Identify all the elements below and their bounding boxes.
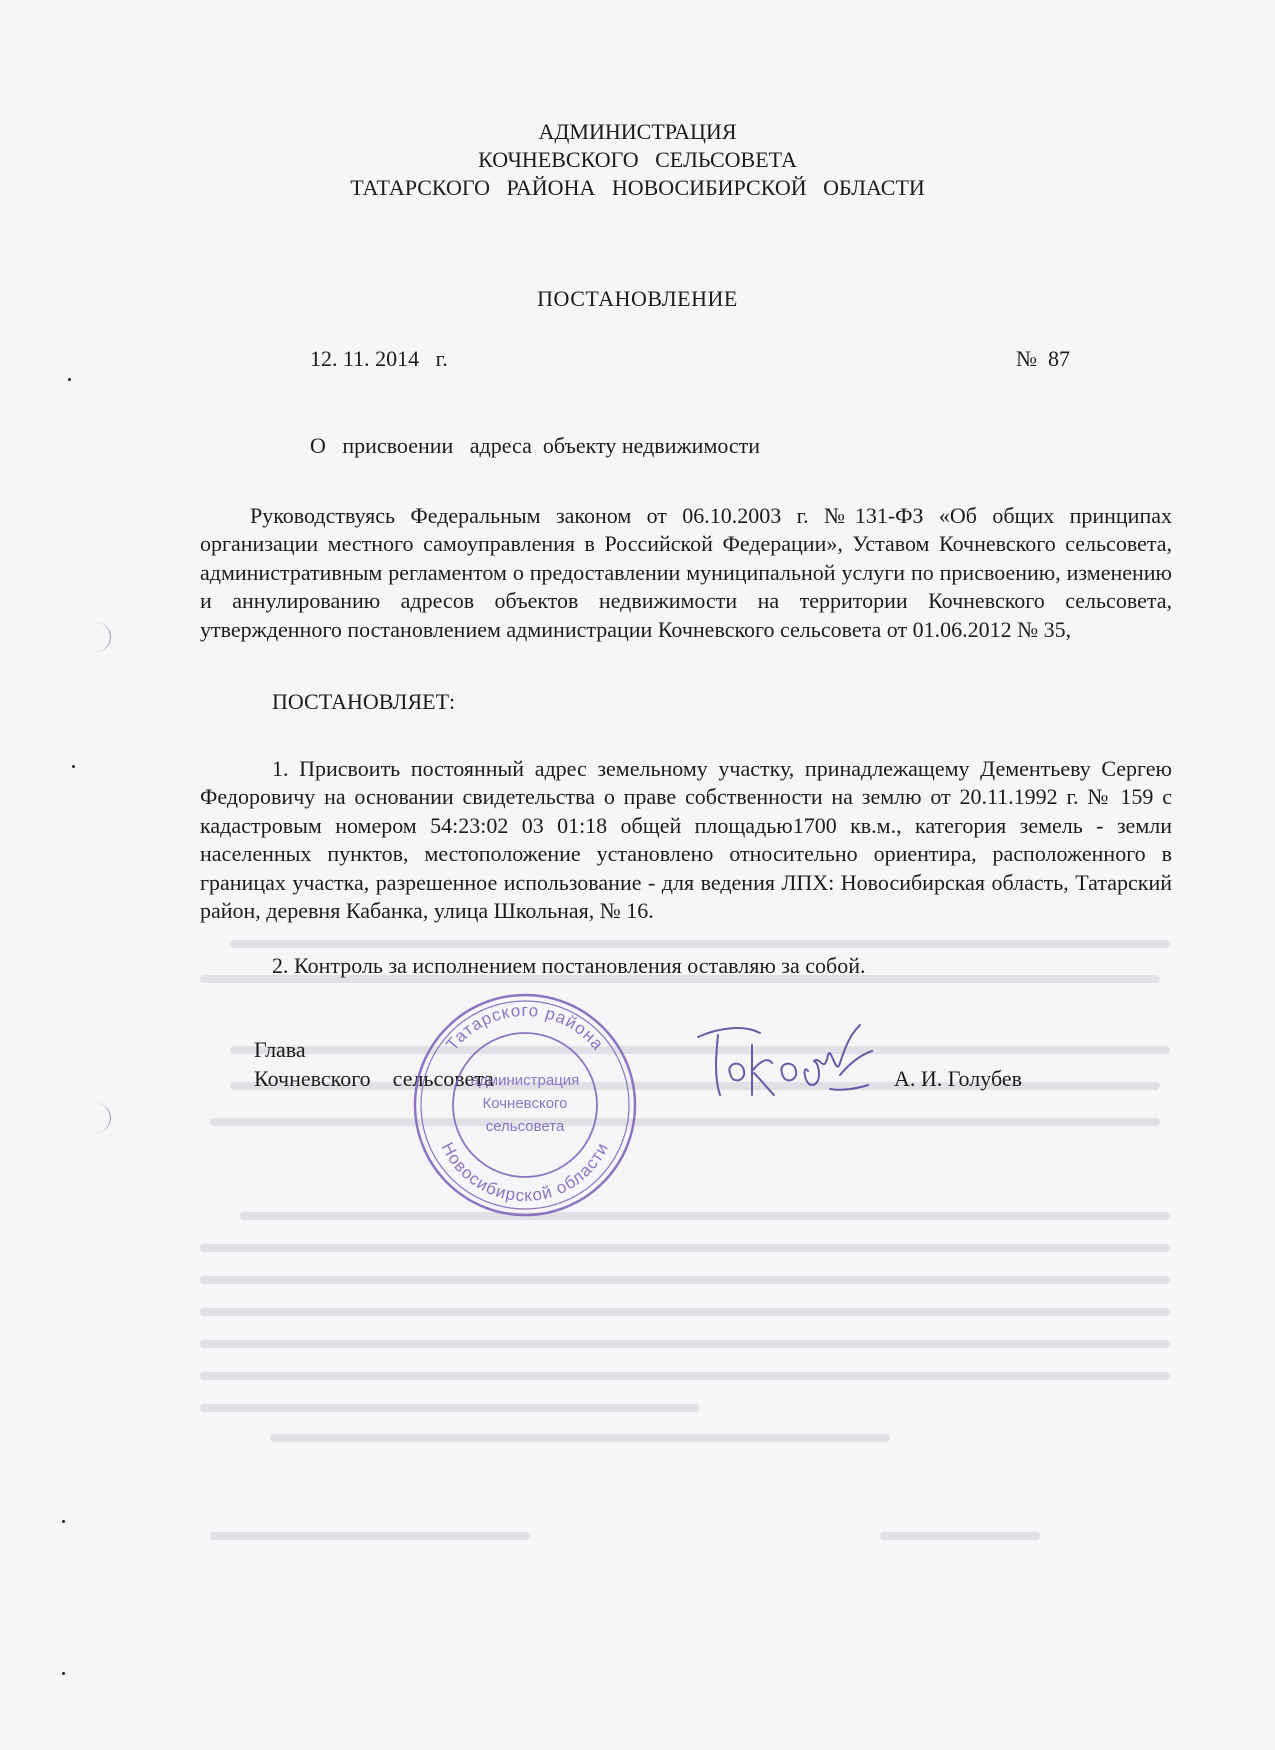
header-line-3: ТАТАРСКОГО РАЙОНА НОВОСИБИРСКОЙ ОБЛАСТИ xyxy=(350,175,925,200)
document-number: № 87 xyxy=(1016,346,1070,371)
header-line-1: АДМИНИСТРАЦИЯ xyxy=(538,119,737,144)
signatory-position-line-2: Кочневского сельсовета xyxy=(254,1066,494,1091)
hole-punch-mark xyxy=(80,622,111,652)
signatory-position-line-1: Глава xyxy=(254,1037,306,1062)
authority-header xyxy=(0,118,1275,202)
document-title: ПОСТАНОВЛЕНИЕ xyxy=(537,286,738,311)
stamp-center-line-1: администрация xyxy=(470,1072,580,1089)
preamble-paragraph: Руководствуясь Федеральным законом от 06.10.2003 г. №131-ФЗ «Об общих принципах организации местного самоуправления в Российской Федерации», Уставом Кочневского сельсовета, административным регламентом о предоставлении муниципальной услуги по присвоению, изменению и аннулированию адресов объектов недвижимости на территории Кочневского сельсовета, утвержденного постановлением администрации Кочневского сельсовета от 01.06.2012 № 35, xyxy=(200,503,1172,642)
scan-speck xyxy=(72,765,75,768)
official-stamp xyxy=(410,990,640,1220)
stamp-center-line-2: Кочневского xyxy=(482,1095,568,1112)
scan-speck xyxy=(68,378,71,381)
hole-punch-mark xyxy=(80,1103,111,1133)
header-line-2: КОЧНЕВСКОГО СЕЛЬСОВЕТА xyxy=(478,147,797,172)
resolves-heading: ПОСТАНОВЛЯЕТ: xyxy=(272,689,456,714)
resolution-item-1: 1. Присвоить постоянный адрес земельному участку, принадлежащему Дементьеву Сергею Федоровичу на основании свидетельства о праве собственности на землю от 20.11.1992 г. № 159 с кадастровым номером 54:23:02 03 01:18 общей площадью1700 кв.м., категория земель - земли населенных пунктов, местоположение установлено относительно ориентира, расположенного в границах участка, разрешенное использование - для ведения ЛПХ: Новосибирская область, Татарский район, деревня Кабанка, улица Школьная, № 16. xyxy=(200,756,1172,924)
handwritten-signature xyxy=(690,1015,880,1115)
document-subject: О присвоении адреса объекту недвижимости xyxy=(310,433,761,458)
stamp-outer-bottom-text: Новосибирской области xyxy=(437,1139,613,1206)
signatory-name: А. И. Голубев xyxy=(894,1066,1023,1091)
resolution-item-2: 2. Контроль за исполнением постановления оставляю за собой. xyxy=(272,953,866,978)
scan-speck xyxy=(62,1672,65,1675)
scan-speck xyxy=(62,1520,65,1523)
stamp-outer-top-text: Татарского района xyxy=(442,1000,608,1055)
stamp-center-line-3: сельсовета xyxy=(485,1118,565,1135)
document-date: 12. 11. 2014 г. xyxy=(310,346,448,371)
